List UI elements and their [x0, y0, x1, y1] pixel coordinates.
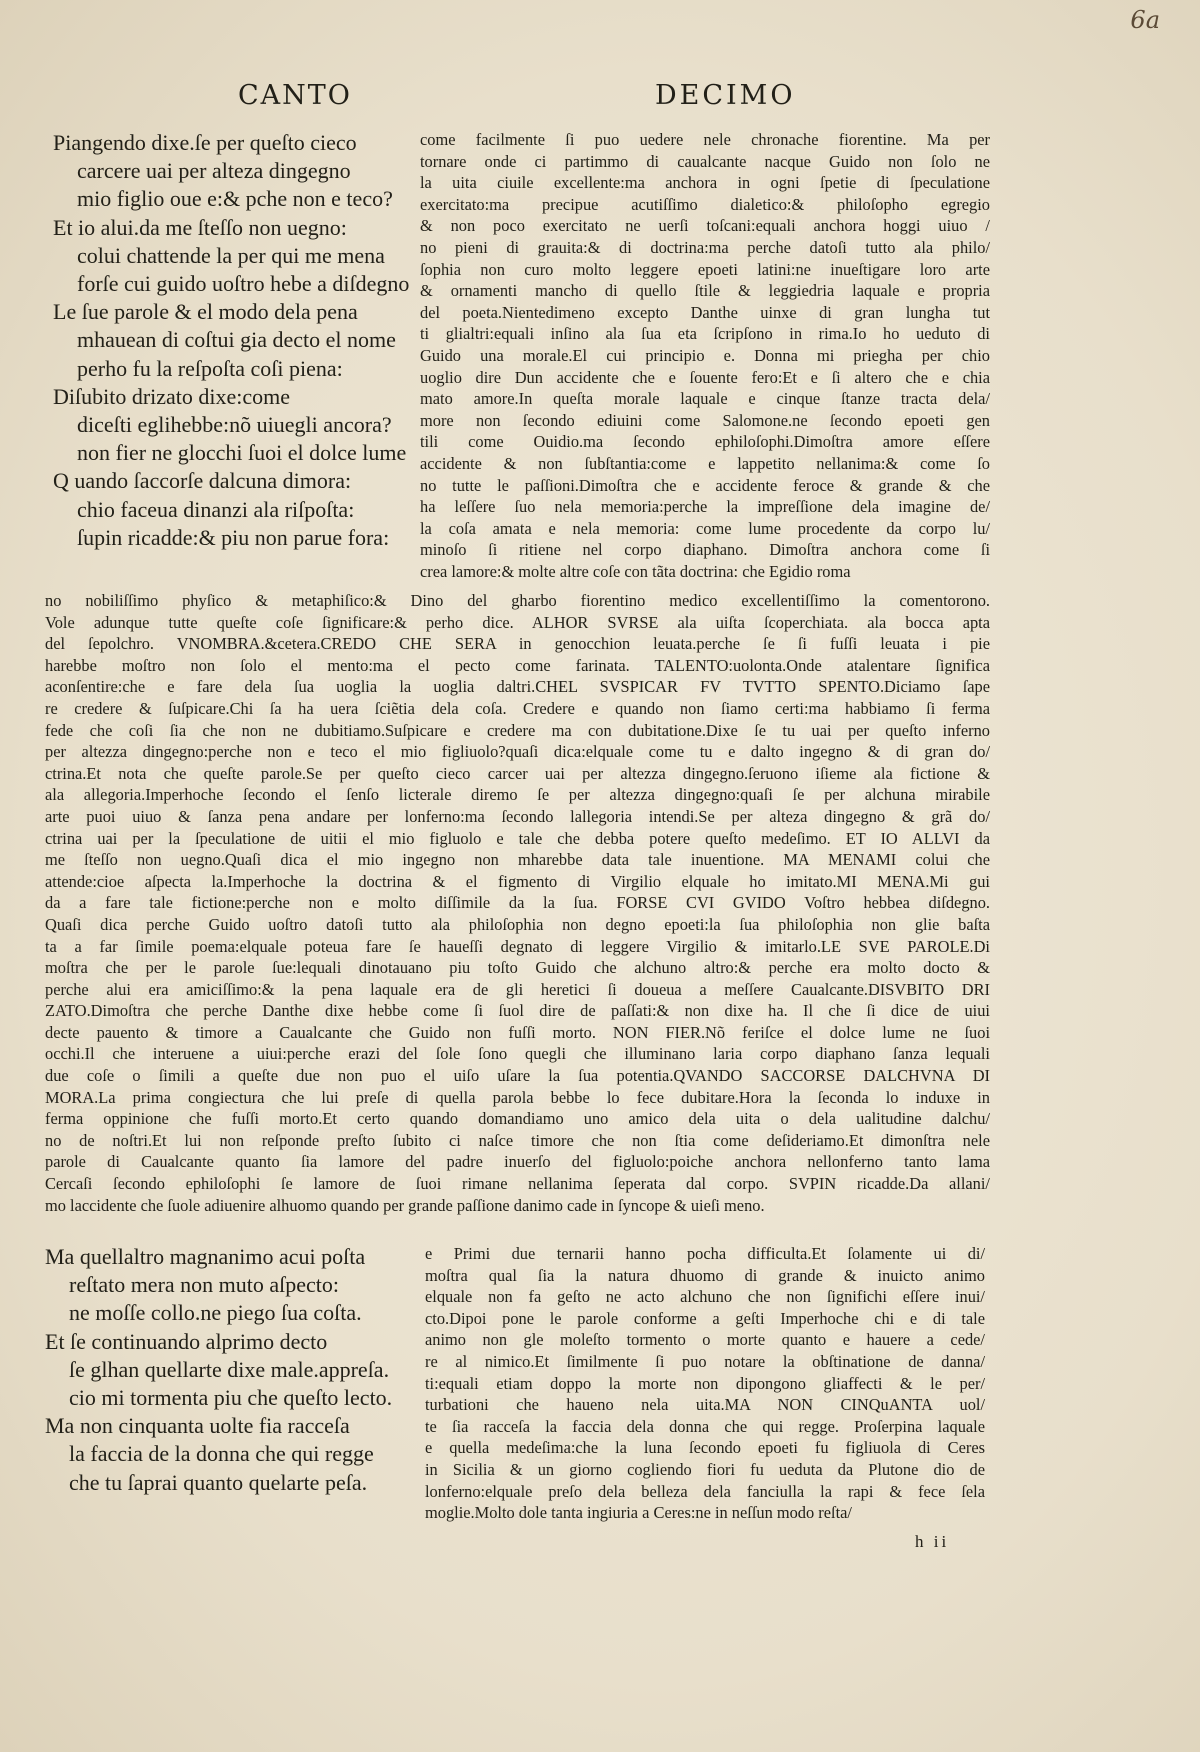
commentary-line: del poeta.Nientedimeno excepto Danthe uinxe di gran lungha tut [420, 302, 990, 322]
commentary-line: ti glialtri:equali inſino ala ſua eta ſcripſono in rima.Io ho ueduto di [420, 324, 990, 344]
commentary-line: ſophia non curo molto leggere epoeti latini:ne inueſtigare loro arte [420, 259, 990, 279]
commentary-line: accidente & non ſubſtantia:come e lappetito nellanima:& come ſo [420, 453, 990, 473]
commentary-line: come facilmente ſi puo uedere nele chronache fiorentine. Ma per [420, 130, 990, 149]
commentary-line: fede che coſi ſia che non ne dubitiamo.Suſpicare e credere ma con dubitatione.Dixe ſe tu uai per queſto inferno [45, 720, 990, 740]
commentary-line: del ſepolchro. VNOMBRA.&cetera.CREDO CHE SERA in genocchion leuata.perche ſe ſi fuſſi leuata i pie [45, 634, 990, 654]
commentary-line: parole di Caualcante quanto ſia lamore del padre inuerſo del figluolo:poiche anchora nellonferno tanto lama [45, 1152, 990, 1172]
commentary-full-width [45, 590, 990, 1216]
verse-line: carcere uai per alteza dingegno [77, 158, 351, 184]
verse-line: ſe glhan quellarte dixe male.appreſa. [69, 1356, 390, 1382]
verse-line: mio figlio oue e:& pche non e teco? [77, 186, 393, 212]
commentary-line: moſtra che per le parole ſue:lequali dinotauano piu toſto Guido che alchuno altro:& perche era molto docto & [45, 958, 990, 978]
commentary-line: ferma oppinione che fuſſi morto.Et certo quando domandiamo uno amico dela uita o dela ualitudine dalchu/ [45, 1109, 990, 1129]
commentary-line: moglie.Molto dole tanta ingiuria a Ceres:ne in neſſun modo reſta/ [425, 1503, 852, 1523]
verse-line: Et io alui.da me ſteſſo non uegno: [53, 214, 347, 240]
running-header-canto: CANTO [238, 80, 352, 111]
verse-line: colui chattende la per qui me mena [77, 242, 385, 268]
verse-line: perho fu la reſpoſta coſi piena: [77, 355, 343, 381]
commentary-line: Quaſi dica perche Guido uoſtro datoſi tutto ala philoſophia non degno epoeti:la ſua philoſophia non glie baſta [45, 914, 990, 934]
verse-block-bottom [45, 1243, 415, 1497]
commentary-line: no tutte le paſſioni.Dimoſtra che e accidente feroce & grande & che [420, 475, 990, 495]
commentary-line: crea lamore:& molte altre coſe con tãta doctrina: che Egidio roma [420, 561, 851, 581]
verse-line: forſe cui guido uoſtro hebe a diſdegno [77, 271, 410, 297]
commentary-line: la uita ciuile excellente:ma anchora in ogni ſpetie di ſpeculatione [420, 173, 990, 193]
commentary-line: perche alui era amiciſſimo:& la pena laquale era de gli heretici ſi doueua a meſſere Caualcante.DISVBITO DRI [45, 979, 990, 999]
commentary-line: Cercaſi ſecondo ephiloſophi ſe lamore de ſuoi rimane nellanima ſeperata dal corpo. SVPIN ricadde.Da allani/ [45, 1174, 990, 1194]
commentary-line: in Sicilia & un giorno cogliendo fiori fu ueduta da Plutone dio de [425, 1459, 985, 1479]
commentary-line: da a fare tale fictione:perche non e molto diſſimile da la ſua. FORSE CVI GVIDO Voſtro hebbea diſdegno. [45, 893, 990, 913]
verse-line: diceſti eglihebbe:nõ uiuegli ancora? [77, 412, 392, 438]
folio-number: 6a [1130, 6, 1160, 34]
commentary-line: minoſo ſi ritiene nel corpo diaphano. Dimoſtra anchora come ſi [420, 540, 990, 560]
commentary-line: la coſa amata e nela memoria: come lume procedente da corpo lu/ [420, 518, 990, 538]
commentary-line: uoglio dire Dun accidente che e ſouente fero:Et e ſi altero che e chia [420, 367, 990, 387]
commentary-line: re credere & ſuſpicare.Chi ſa ha uera ſciẽtia dela coſa. Credere e quando non ſiamo certi:ma habbiamo ſi ferma [45, 698, 990, 718]
commentary-line: turbationi che haueno nela uita.MA NON CINQuANTA uol/ [425, 1395, 985, 1415]
commentary-line: more non ſecondo ediuini come Salomone.ne ſecondo epoeti gen [420, 410, 990, 430]
signature-mark: h ii [915, 1532, 950, 1551]
commentary-line: & non poco exercitato ne uerſi toſcani:equali anchora hoggi uiuo / [420, 216, 990, 236]
verse-line: mhauean di coſtui gia decto el nome [77, 327, 396, 353]
commentary-line: attende:cioe aſpecta la.Imperhoche la doctrina & el figmento di Virgilio elquale ho imitato.MI MENA.Mi gui [45, 871, 990, 891]
commentary-bottom-right [425, 1243, 985, 1524]
verse-line: Ma non cinquanta uolte fia racceſa [45, 1413, 350, 1439]
commentary-right-column [420, 129, 990, 582]
verse-line: chio faceua dinanzi ala riſpoſta: [77, 496, 355, 522]
commentary-line: occhi.Il che interuene a uiui:perche erazi del ſole ſono quegli che illuminano laria corpo diaphano ſanza lequali [45, 1044, 990, 1064]
commentary-line: elquale non fa geſto ne acto alchuno che non ſignifichi eſſere inui/ [425, 1287, 985, 1307]
verse-line: non fier ne glocchi ſuoi el dolce lume [77, 440, 407, 466]
commentary-line: lonferno:elquale preſo dela belleza dela fanciulla la rapi & fece ſela [425, 1481, 985, 1501]
commentary-line: cto.Dipoi pone le parole conforme a geſti Imperhoche chi e di tale [425, 1308, 985, 1328]
commentary-line: mo laccidente che ſuole adiuenire alhuomo quando per grande paſſione danimo cade in ſyncope & uieſi meno. [45, 1195, 765, 1215]
commentary-line: tili come Ouidio.ma ſecondo ephiloſophi.Dimoſtra amore eſſere [420, 432, 990, 452]
commentary-line: e quella medeſima:che la luna ſecondo epoeti fu figliuola di Ceres [425, 1438, 985, 1458]
verse-line: ne moſſe collo.ne piego ſua coſta. [69, 1300, 362, 1326]
running-header-decimo: DECIMO [655, 80, 796, 111]
commentary-line: & ornamenti mancho di quello ſtile & leggiedria laquale e propria [420, 281, 990, 301]
commentary-line: no nobiliſſimo phyſico & metaphiſico:& Dino del gharbo fiorentino medico excellentiſſimo la comentorono. [45, 591, 990, 610]
commentary-line: ZATO.Dimoſtra che perche Danthe dixe hebbe come ſi ſuol dire de paſſati:& non dixe ha. Il che ſi dice de uiui [45, 1001, 990, 1021]
commentary-line: MORA.La prima congiectura che lui preſe di quella parola bebbe lo fece dubitare.Hora la ſeconda lo induxe in [45, 1087, 990, 1107]
commentary-line: me ſteſſo non uegno.Quaſi dica el mio ingegno non mharebbe data tale inuentione. MA MENAMI colui che [45, 850, 990, 870]
commentary-line: ala allegoria.Imperhoche ſecondo el ſenſo licterale diremo ſe per altezza dingegno:quaſi ſe per alchuna mirabile [45, 785, 990, 805]
verse-line: che tu ſaprai quanto quelarte peſa. [69, 1469, 368, 1495]
verse-line: Q uando ſaccorſe dalcuna dimora: [53, 468, 352, 494]
commentary-line: per altezza dingegno:perche non e teco el mio figliuolo?quaſi dica:elquale come tu e dalto ingegno & di gran do/ [45, 742, 990, 762]
commentary-line: Guido una morale.El cui principio e. Donna mi priegha per chio [420, 345, 990, 365]
commentary-line: e Primi due ternarii hanno pocha difficulta.Et ſolamente ui di/ [425, 1244, 985, 1263]
commentary-line: no pieni di grauita:& di doctrina:ma perche datoſi tutto ala philo/ [420, 237, 990, 257]
commentary-line: re al nimico.Et ſimilmente ſi puo notare la obſtinatione de danna/ [425, 1351, 985, 1371]
commentary-line: ha leſſere ſuo nela memoria:perche la impreſſione dela imagine de/ [420, 497, 990, 517]
verse-line: Piangendo dixe.ſe per queſto cieco [53, 130, 357, 155]
commentary-line: mato amore.In queſta morale laquale e cinque ſtanze tracta dela/ [420, 389, 990, 409]
commentary-line: arte puoi uiuo & ſanza pena andare per lonferno:ma ſecondo lallegoria intendi.Se per alteza dingegno & grã do/ [45, 806, 990, 826]
commentary-line: ti:equali etiam doppo la morte non dipongono gliaffecti & le per/ [425, 1373, 985, 1393]
commentary-line: moſtra qual ſia la natura dhuomo di grande & inuicto animo [425, 1265, 985, 1285]
commentary-line: ta a far ſimile poema:elquale poteua fare ſe haueſſi degnato di leggere Virgilio & imitarlo.LE SVE PAROLE.Di [45, 936, 990, 956]
verse-line: ſupin ricadde:& piu non parue fora: [77, 524, 390, 550]
commentary-line: ctrina uai per la ſpeculatione de uitii el mio figluolo e tale che debba potere queſto medeſimo. ET IO ALLVI da [45, 828, 990, 848]
verse-line: Ma quellaltro magnanimo acui poſta [45, 1244, 366, 1269]
commentary-line: tornare onde ci partimmo di caualcante nacque Guido non ſolo ne [420, 151, 990, 171]
commentary-line: aconſentire:che e fare dela ſua uoglia la uoglia daltri.CHEL SVSPICAR FV TVTTO SPENTO.Diciamo ſape [45, 677, 990, 697]
verse-line: Et ſe continuando alprimo decto [45, 1328, 328, 1354]
verse-line: Diſubito drizato dixe:come [53, 383, 291, 409]
commentary-line: no de noſtri.Et lui non reſponde preſto ſubito ci naſce timore che non ſtia come deſideriamo.Et dimonſtra nele [45, 1130, 990, 1150]
verse-line: reſtato mera non muto aſpecto: [69, 1272, 340, 1298]
verse-line: Le ſue parole & el modo dela pena [53, 299, 358, 325]
verse-block-top [53, 129, 413, 552]
commentary-line: decte pauento & timore a Caualcante che Guido non fuſſi morto. NON FIER.Nõ feriſce el dolce lume ne ſuoi [45, 1022, 990, 1042]
commentary-line: exercitato:ma precipue acutiſſimo dialetico:& philoſopho egregio [420, 194, 990, 214]
commentary-line: Vole adunque tutte queſte coſe ſignificare:& perho dice. ALHOR SVRSE ala uiſta ſcoperchiata. ala bocca apta [45, 612, 990, 632]
verse-line: cio mi tormenta piu che queſto lecto. [69, 1385, 393, 1411]
commentary-line: animo non gle moleſto tormento o morte quanto e hauere a cede/ [425, 1330, 985, 1350]
commentary-line: harebbe moſtro non ſolo el mento:ma el pecto come farinata. TALENTO:uolonta.Onde atalentare ſignifica [45, 655, 990, 675]
commentary-line: due coſe o ſimili a queſte due non puo el uiſo uſare la ſua potentia.QVANDO SACCORSE DALCHVNA DI [45, 1066, 990, 1086]
commentary-line: te ſia racceſa la faccia dela donna che qui regge. Proſerpina laquale [425, 1416, 985, 1436]
commentary-line: ctrina.Et nota che queſte parole.Se per queſto cieco carcer uai per altezza dingegno.ſeruono iſieme ala fictione & [45, 763, 990, 783]
verse-line: la faccia de la donna che qui regge [69, 1441, 374, 1467]
